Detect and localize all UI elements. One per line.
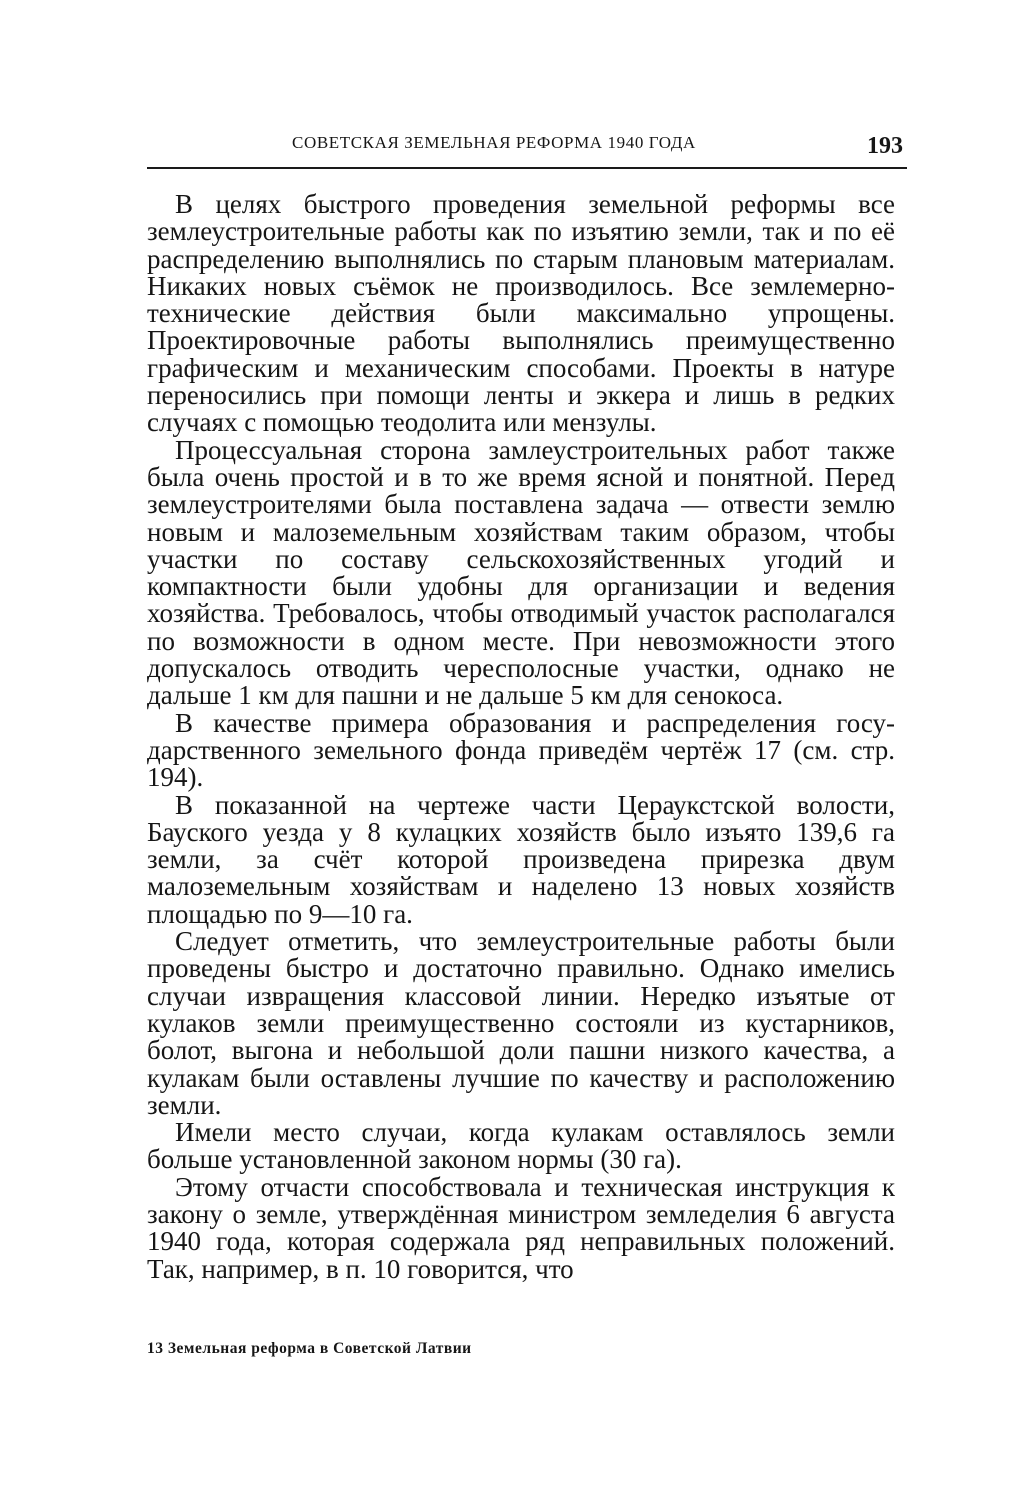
page-number: 193 bbox=[867, 133, 903, 159]
paragraph: В качестве примера образования и распределения государственного земельного фонда приведём чертёж 17 (см. стр. 194). bbox=[147, 707, 895, 793]
page-header bbox=[147, 131, 907, 169]
signature-mark: 13 Земельная реформа в Советской Латвии bbox=[147, 1340, 472, 1357]
paragraph: В показанной на чертеже части Цераукстской волости, Бауского уезда у 8 кулацких хозяйств было изъято 139,6 га земли, за счёт которой произведена прирезка двум малоземельным хозяйствам и наделено 13 новых хозяйств площадью по 9—10 га. bbox=[147, 789, 895, 929]
paragraph: В целях быстрого проведения земельной реформы все землеустроительные работы как по изъятию земли, так и по её распределению выполнялись по старым плановым материалам. Никаких новых съёмок не производилось. Все землемерно-технические действия были максимально упрощены. Проектировочные работы выполнялись преимущественно графическим и механическим способами. Проекты в натуре переносились при помощи ленты и эккера и лишь в редких случаях с помощью теодолита или мензулы. bbox=[147, 189, 895, 438]
paragraph: Этому отчасти способствовала и техническая инструкция к закону о земле, утверждённая министром земледелия 6 августа 1940 года, которая содержала ряд неправильных положений. Так, например, в п. 10 говорится, что bbox=[147, 1171, 895, 1284]
body-text bbox=[147, 191, 895, 1283]
paragraph: Процессуальная сторона замлеустроительных работ также была очень простой и в то же время ясной и понятной. Перед землеустроителями была поставлена задача — отвести землю новым и малоземельным хозяйствам таким образом, чтобы участки по составу сельскохозяйственных угодий и компактности были удобны для организации и ведения хозяйства. Требовалось, чтобы отводимый участок располагался по возможности в одном месте. При невозможности этого допускалось отводить чересполосные участки, однако не дальше 1 км для пашни и не дальше 5 км для сенокоса. bbox=[147, 434, 895, 711]
running-title: СОВЕТСКАЯ ЗЕМЕЛЬНАЯ РЕФОРМА 1940 ГОДА bbox=[292, 133, 696, 152]
paragraph: Следует отметить, что землеустроительные работы были проведены быстро и достаточно правильно. Однако имелись случаи извращения классовой линии. Нередко изъятые от кулаков земли преимущественно состояли из кустарников, болот, выгона и небольшой доли пашни низкого качества, а кулакам были оставлены лучшие по качеству и расположению земли. bbox=[147, 926, 895, 1120]
paragraph: Имели место случаи, когда кулакам оставлялось земли больше установленной законом нормы (30 га). bbox=[147, 1117, 895, 1175]
